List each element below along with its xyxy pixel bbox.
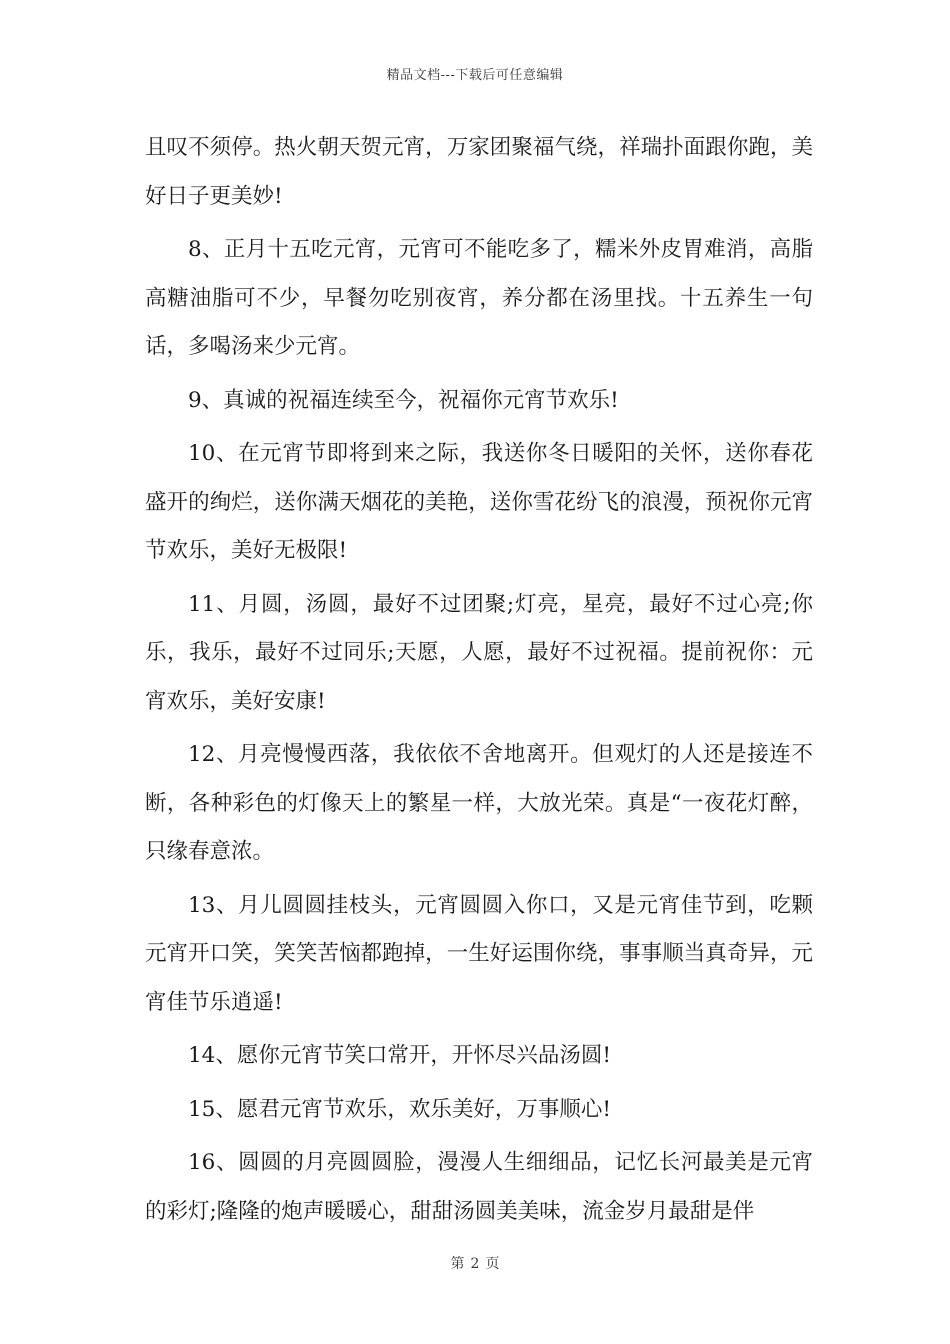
paragraph-item-14: 14、愿你元宵节笑口常开，开怀尽兴品汤圆! bbox=[188, 1043, 611, 1068]
paragraph-item-10: 10、在元宵节即将到来之际，我送你冬日暖阳的关怀，送你春花盛开的绚烂，送你满天烟花的美艳，送你雪花纷飞的浪漫，预祝你元宵节欢乐，美好无极限! bbox=[145, 441, 813, 563]
paragraph-item-11: 11、月圆，汤圆，最好不过团聚;灯亮，星亮，最好不过心亮;你乐，我乐，最好不过同乐;天愿，人愿，最好不过祝福。提前祝你：元宵欢乐，美好安康! bbox=[145, 591, 813, 714]
page-footer bbox=[0, 1253, 950, 1273]
paragraph-item-8: 8、正月十五吃元宵，元宵可不能吃多了，糯米外皮胃难消，高脂高糖油脂可不少，早餐勿吃别夜宵，养分都在汤里找。十五养生一句话，多喝汤来少元宵。 bbox=[145, 237, 813, 359]
page-label-suffix: 页 bbox=[485, 1256, 500, 1272]
page-header: 精品文档---下载后可任意编辑 bbox=[386, 68, 564, 83]
paragraph-item-15: 15、愿君元宵节欢乐，欢乐美好，万事顺心! bbox=[188, 1096, 611, 1122]
paragraph-item-13: 13、月儿圆圆挂枝头，元宵圆圆入你口，又是元宵佳节到，吃颗元宵开口笑，笑笑苦恼都跑掉，一生好运围你绕，事事顺当真奇异，元宵佳节乐逍遥! bbox=[145, 892, 813, 1015]
page-number: 2 bbox=[470, 1256, 480, 1272]
page-label-prefix: 第 bbox=[450, 1256, 465, 1272]
paragraph-item-9: 9、真诚的祝福连续至今，祝福你元宵节欢乐! bbox=[188, 387, 619, 413]
paragraph-item-12: 12、月亮慢慢西落，我依依不舍地离开。但观灯的人还是接连不断，各种彩色的灯像天上的繁星一样，大放光荣。真是“一夜花灯醉，只缘春意浓。 bbox=[145, 742, 813, 864]
paragraph-item-16: 16、圆圆的月亮圆圆脸，漫漫人生细细品，记忆长河最美是元宵的彩灯;隆隆的炮声暖暖心，甜甜汤圆美美味，流金岁月最甜是伴 bbox=[145, 1150, 813, 1224]
document-body bbox=[145, 124, 813, 1236]
paragraph-continuation: 且叹不须停。热火朝天贺元宵，万家团聚福气绕，祥瑞扑面跟你跑，美好日子更美妙! bbox=[145, 135, 813, 209]
